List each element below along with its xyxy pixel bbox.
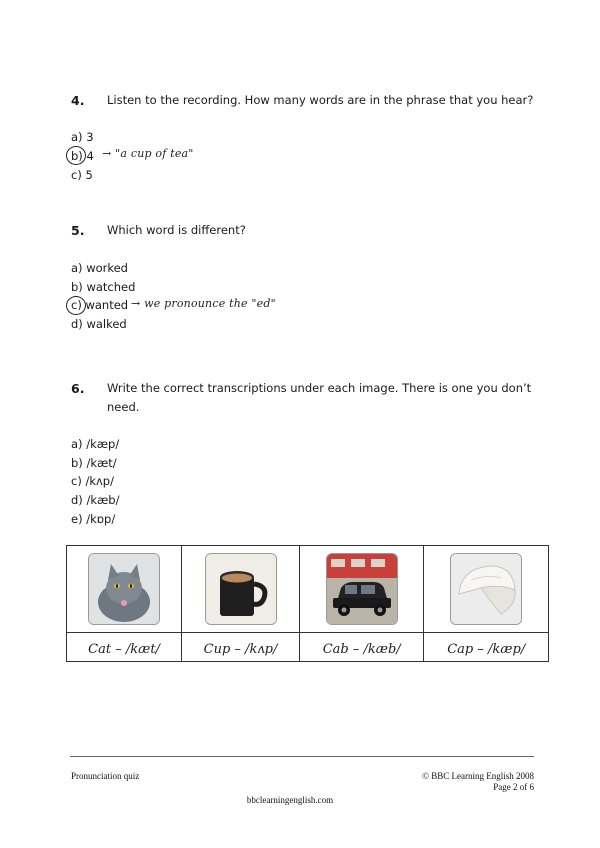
q6-option-e: e) /kɒp/ [71, 512, 116, 526]
label-cell [424, 633, 549, 662]
q6-option-d: d) /kæb/ [71, 493, 120, 507]
label-cell [182, 633, 300, 662]
footer-page-number: Page 2 of 6 [493, 782, 534, 792]
cat-transcription: Cat – /kæt/ [88, 641, 160, 657]
image-cell [182, 546, 300, 633]
q4-number: 4. [71, 93, 85, 108]
q4-handwritten-note: → "a cup of tea" [102, 147, 194, 160]
image-cell [67, 546, 182, 633]
q6-text: Write the correct transcriptions under each image. There is one you don’t need. [107, 381, 532, 414]
q6-number: 6. [71, 381, 85, 396]
cup-transcription: Cup – /kʌp/ [203, 641, 278, 657]
cab-transcription: Cab – /kæb/ [322, 641, 401, 657]
q4-option-c: c) 5 [71, 168, 93, 182]
cab-photo-icon [326, 553, 398, 625]
image-cell [424, 546, 549, 633]
q4-option-a: a) 3 [71, 130, 94, 144]
answer-circle [66, 146, 86, 165]
label-cell [299, 633, 424, 662]
q4-text: Listen to the recording. How many words are in the phrase that you hear? [107, 93, 534, 107]
cup-photo-icon [205, 553, 277, 625]
q6-option-a: a) /kæp/ [71, 437, 120, 451]
q5-number: 5. [71, 223, 85, 238]
q4-option-b: b) 4 [71, 149, 94, 163]
footer-divider [70, 756, 534, 757]
footer-title: Pronunciation quiz [71, 771, 140, 781]
footer-copyright: © BBC Learning English 2008 [422, 771, 534, 781]
q5-handwritten-note: → we pronounce the "ed" [131, 297, 276, 310]
q5-text: Which word is different? [107, 223, 246, 237]
cap-transcription: Cap – /kæp/ [447, 641, 526, 657]
q5-option-a: a) worked [71, 261, 128, 275]
cap-photo-icon [450, 553, 522, 625]
q6-option-c: c) /kʌp/ [71, 474, 114, 488]
answer-circle [66, 296, 86, 315]
image-cell [299, 546, 424, 633]
image-table [66, 545, 549, 662]
q5-option-d: d) walked [71, 317, 127, 331]
q6-option-b: b) /kæt/ [71, 456, 117, 470]
footer-website: bbclearningenglish.com [246, 795, 334, 805]
q5-option-c: c) wanted [71, 298, 129, 312]
cat-photo-icon [88, 553, 160, 625]
label-cell [67, 633, 182, 662]
q5-option-b: b) watched [71, 280, 136, 294]
